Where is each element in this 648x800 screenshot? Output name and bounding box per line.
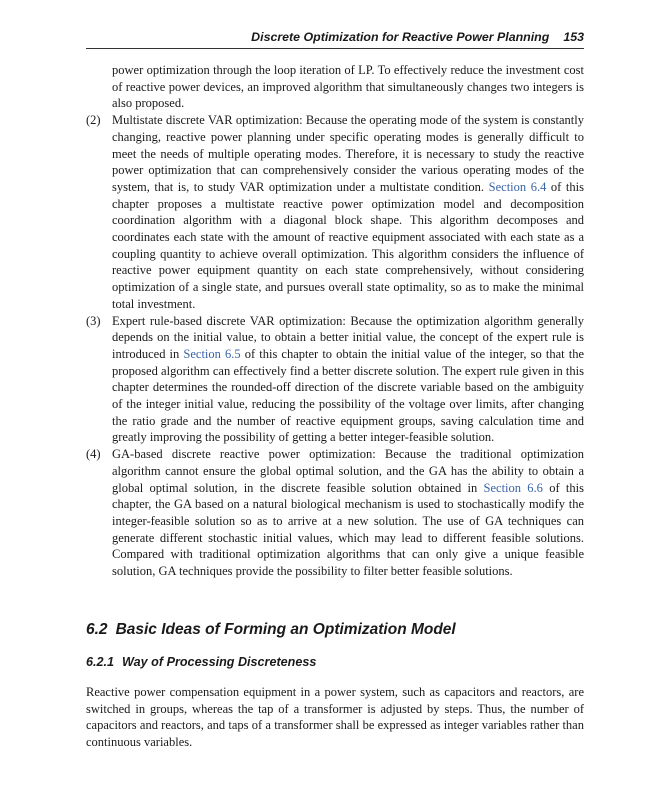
running-title: Discrete Optimization for Reactive Power Planning [251, 30, 550, 44]
subsection-heading [86, 655, 316, 669]
body-text [86, 62, 584, 580]
list-item-number: (4) [86, 447, 101, 462]
list-item-number: (2) [86, 113, 101, 128]
list-item-text-part: of this chapter, the GA based on a natural biological mechanism is used to stochastically modify the integer-feasible solution so as to arrive at a new solution. The use of GA techniques can generate different stochastic initial values, which may lead to different feasible solutions. Compared with traditional optimization algorithms that can only give a unique feasible solution, GA techniques provide the possibility to filter better feasible solutions. [112, 480, 584, 579]
list-item-text [112, 313, 584, 447]
page-number: 153 [563, 30, 584, 44]
list-item-4 [86, 446, 584, 580]
list-item-text-part: of this chapter proposes a multistate reactive power optimization model and decomposition coordination algorithm with a diagonal block shape. This algorithm decomposes and coordinates each state with the amount of reactive equipment associated with each state as a coupling quantity to achieve overall optimization. This algorithm considers the influence of reactive power equipment quantity on each state comprehensively, without considering optimization of a single state, and pursues overall state optimality, so as to make the minimal total investment. [112, 179, 584, 311]
list-item-text [112, 112, 584, 312]
list-item-text-part: Expert rule-based discrete VAR optimization: Because the optimization algorithm generally depends on the initial value, to obtain a better initial value, the concept of the expert rule is introduced in [112, 313, 584, 361]
list-item-2 [86, 112, 584, 312]
section-6-4-link[interactable]: Section 6.4 [488, 179, 547, 194]
subsection-number: 6.2.1 [86, 655, 115, 669]
list-item-text-part: Multistate discrete VAR optimization: Because the operating mode of the system is constantly changing, reactive power planning under specific operating modes is generally difficult to meet the needs of multiple operating modes. Therefore, it is necessary to study the reactive power optimization that can comprehensively consider the various operating modes of the system, that is, to study VAR optimization under a multistate condition. [112, 113, 584, 194]
list-item-text-part: of this chapter to obtain the initial value of the integer, so that the proposed algorithm can effectively find a better discrete solution. The expert rule given in this chapter determines the rounded-off direction of the discrete variable based on the ambiguity of the integer initial value, reducing the possibility of the voltage over limits, after changing the ratio grade and the number of reactive equipment groups, saving calculation time and greatly improving the possibility of getting a better integer-feasible solution. [112, 346, 584, 445]
list-item-3 [86, 313, 584, 447]
section-6-6-link[interactable]: Section 6.6 [483, 480, 543, 495]
subsection-title-text: Way of Processing Discreteness [122, 655, 317, 669]
list-item-number: (3) [86, 313, 101, 328]
section-number: 6.2 [86, 621, 108, 638]
continued-paragraph: power optimization through the loop iteration of LP. To effectively reduce the investment cost of reactive power devices, an improved algorithm that simultaneously changes two integers is also proposed. [112, 63, 584, 111]
list-item-text [112, 446, 584, 580]
running-header [86, 30, 584, 49]
section-paragraph: Reactive power compensation equipment in a power system, such as capacitors and reactors, are switched in groups, whereas the tap of a transformer is adjusted by steps. Thus, the number of capacitors and reactors, and taps of a transformer shall be expressed as integer variables rather than continuous variables. [86, 685, 584, 750]
section-heading [86, 621, 456, 639]
list-item-text-part: GA-based discrete reactive power optimization: Because the traditional optimization algorithm cannot ensure the global optimal solution, and the GA has the ability to obtain a global optimal solution, in the discrete feasible solution obtained in [112, 447, 584, 495]
section-6-5-link[interactable]: Section 6.5 [183, 346, 241, 361]
section-title-text: Basic Ideas of Forming an Optimization Model [115, 621, 456, 638]
